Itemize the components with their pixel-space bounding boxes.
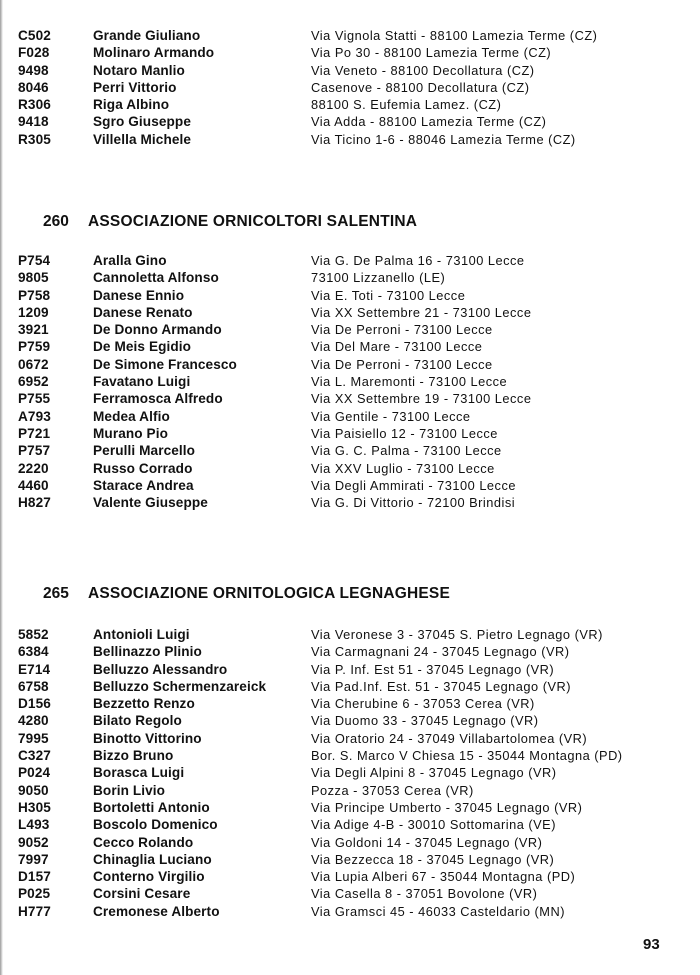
member-code: L493 — [18, 817, 50, 833]
member-code: D157 — [18, 869, 51, 885]
member-row — [0, 799, 700, 816]
member-address: Via Gramsci 45 - 46033 Casteldario (MN) — [311, 903, 565, 919]
member-address: Via Oratorio 24 - 37049 Villabartolomea (VR) — [311, 730, 588, 746]
section-heading — [0, 583, 700, 605]
member-row — [0, 730, 700, 747]
member-row — [0, 477, 700, 494]
member-code: 3921 — [18, 322, 49, 338]
member-row — [0, 408, 700, 425]
member-name: Bilato Regolo — [93, 713, 182, 729]
member-code: P024 — [18, 765, 51, 781]
member-row — [0, 131, 700, 148]
member-name: Sgro Giuseppe — [93, 114, 191, 130]
member-address: Via Veronese 3 - 37045 S. Pietro Legnago (VR) — [311, 627, 603, 642]
member-name: De Meis Egidio — [93, 339, 192, 355]
member-code: 9050 — [18, 782, 49, 798]
member-code: 9498 — [18, 62, 49, 78]
member-row — [0, 27, 700, 44]
member-name: Perri Vittorio — [93, 79, 177, 95]
member-code: 9052 — [18, 834, 49, 850]
member-code: C502 — [18, 28, 51, 43]
member-code: H305 — [18, 799, 51, 815]
member-address: Via Adda - 88100 Lamezia Terme (CZ) — [311, 114, 547, 130]
member-name: Conterno Virgilio — [93, 869, 205, 885]
member-name: Antonioli Luigi — [93, 627, 190, 642]
member-row — [0, 834, 700, 851]
member-address: Via Adige 4-B - 30010 Sottomarina (VE) — [311, 817, 556, 833]
member-row — [0, 782, 700, 799]
member-row — [0, 903, 700, 920]
member-code: A793 — [18, 408, 51, 424]
member-name: Bizzo Bruno — [93, 748, 174, 764]
member-code: 9418 — [18, 114, 49, 130]
member-address: Via Carmagnani 24 - 37045 Legnago (VR) — [311, 644, 570, 660]
member-address: Via Principe Umberto - 37045 Legnago (VR) — [311, 799, 583, 815]
member-name: Perulli Marcello — [93, 443, 196, 459]
section-number: 265 — [43, 585, 69, 602]
member-address: Via Vignola Statti - 88100 Lamezia Terme (CZ) — [311, 28, 598, 43]
member-row — [0, 851, 700, 868]
member-row — [0, 695, 700, 712]
member-name: Molinaro Armando — [93, 45, 215, 61]
member-code: E714 — [18, 661, 51, 677]
member-code: 6952 — [18, 374, 49, 390]
member-name: Starace Andrea — [93, 477, 194, 493]
member-address: Via De Perroni - 73100 Lecce — [311, 356, 493, 372]
member-code: F028 — [18, 45, 50, 61]
member-name: Chinaglia Luciano — [93, 851, 212, 867]
member-address: Via G. Di Vittorio - 72100 Brindisi — [311, 495, 516, 511]
member-name: De Simone Francesco — [93, 356, 237, 372]
member-address: Via XX Settembre 19 - 73100 Lecce — [311, 391, 532, 407]
member-row — [0, 712, 700, 729]
member-name: Corsini Cesare — [93, 886, 191, 902]
member-code: 8046 — [18, 79, 49, 95]
member-code: P755 — [18, 391, 51, 407]
member-address: Via Degli Ammirati - 73100 Lecce — [311, 477, 516, 493]
member-row — [0, 643, 700, 660]
member-address: Via Degli Alpini 8 - 37045 Legnago (VR) — [311, 765, 557, 781]
member-address: Via L. Maremonti - 73100 Lecce — [311, 374, 508, 390]
section-number: 260 — [43, 213, 69, 230]
member-row — [0, 321, 700, 338]
member-address: Via XXV Luglio - 73100 Lecce — [311, 460, 495, 476]
member-name: Notaro Manlio — [93, 62, 185, 78]
member-name: Bezzetto Renzo — [93, 696, 195, 712]
member-code: C327 — [18, 748, 51, 764]
section-title: ASSOCIAZIONE ORNICOLTORI SALENTINA — [88, 213, 418, 230]
member-name: Danese Ennio — [93, 287, 185, 303]
member-row — [0, 252, 700, 269]
member-code: D156 — [18, 696, 51, 712]
member-code: 6384 — [18, 644, 49, 660]
member-name: Aralla Gino — [93, 253, 167, 268]
member-name: Borasca Luigi — [93, 765, 185, 781]
member-address: Via Pad.Inf. Est. 51 - 37045 Legnago (VR) — [311, 678, 572, 694]
member-code: 5852 — [18, 627, 49, 642]
member-name: Belluzzo Schermenzareick — [93, 678, 267, 694]
member-row — [0, 356, 700, 373]
member-address: Via Cherubine 6 - 37053 Cerea (VR) — [311, 696, 535, 712]
member-name: Villella Michele — [93, 131, 192, 147]
member-code: 4280 — [18, 713, 49, 729]
member-row — [0, 79, 700, 96]
member-address: 88100 S. Eufemia Lamez. (CZ) — [311, 97, 502, 113]
member-code: R305 — [18, 131, 51, 147]
member-name: Favatano Luigi — [93, 374, 191, 390]
member-row — [0, 885, 700, 902]
member-address: Via De Perroni - 73100 Lecce — [311, 322, 493, 338]
member-address: Via G. De Palma 16 - 73100 Lecce — [311, 253, 525, 268]
section-title: ASSOCIAZIONE ORNITOLOGICA LEGNAGHESE — [88, 585, 451, 602]
member-address: Casenove - 88100 Decollatura (CZ) — [311, 79, 530, 95]
member-address: Via Gentile - 73100 Lecce — [311, 408, 471, 424]
member-name: Ferramosca Alfredo — [93, 391, 223, 407]
member-address: Via Casella 8 - 37051 Bovolone (VR) — [311, 886, 538, 902]
member-name: Cremonese Alberto — [93, 903, 220, 919]
member-list — [0, 252, 700, 511]
member-row — [0, 96, 700, 113]
member-address: Via Veneto - 88100 Decollatura (CZ) — [311, 62, 535, 78]
section-heading — [0, 211, 700, 233]
member-name: Bellinazzo Plinio — [93, 644, 202, 660]
member-row — [0, 868, 700, 885]
member-code: R306 — [18, 97, 51, 113]
member-code: H827 — [18, 495, 51, 511]
member-address: Via Ticino 1-6 - 88046 Lamezia Terme (CZ) — [311, 131, 576, 147]
member-address: Bor. S. Marco V Chiesa 15 - 35044 Montagna (PD) — [311, 748, 623, 764]
member-row — [0, 62, 700, 79]
member-row — [0, 113, 700, 130]
member-address: Via Duomo 33 - 37045 Legnago (VR) — [311, 713, 539, 729]
member-row — [0, 816, 700, 833]
member-code: 4460 — [18, 477, 49, 493]
member-name: De Donno Armando — [93, 322, 222, 338]
member-address: Via G. C. Palma - 73100 Lecce — [311, 443, 502, 459]
member-row — [0, 747, 700, 764]
member-address: 73100 Lizzanello (LE) — [311, 270, 446, 286]
member-address: Via Bezzecca 18 - 37045 Legnago (VR) — [311, 851, 555, 867]
member-name: Murano Pio — [93, 425, 169, 441]
member-address: Via P. Inf. Est 51 - 37045 Legnago (VR) — [311, 661, 555, 677]
member-name: Boscolo Domenico — [93, 817, 218, 833]
member-row — [0, 442, 700, 459]
member-row — [0, 425, 700, 442]
member-address: Via E. Toti - 73100 Lecce — [311, 287, 466, 303]
member-name: Medea Alfio — [93, 408, 170, 424]
member-code: 2220 — [18, 460, 49, 476]
member-row — [0, 460, 700, 477]
member-name: Russo Corrado — [93, 460, 193, 476]
member-row — [0, 44, 700, 61]
member-row — [0, 678, 700, 695]
member-row — [0, 764, 700, 781]
member-row — [0, 338, 700, 355]
member-code: P759 — [18, 339, 51, 355]
member-address: Via XX Settembre 21 - 73100 Lecce — [311, 304, 532, 320]
member-name: Valente Giuseppe — [93, 495, 208, 511]
member-name: Binotto Vittorino — [93, 730, 202, 746]
member-code: P721 — [18, 425, 51, 441]
member-code: H777 — [18, 903, 51, 919]
member-row — [0, 626, 700, 643]
member-row — [0, 494, 700, 511]
member-address: Pozza - 37053 Cerea (VR) — [311, 782, 474, 798]
member-address: Via Goldoni 14 - 37045 Legnago (VR) — [311, 834, 543, 850]
member-code: 6758 — [18, 678, 49, 694]
page-number: 93 — [643, 936, 660, 953]
member-code: 0672 — [18, 356, 49, 372]
member-code: 1209 — [18, 304, 49, 320]
member-name: Grande Giuliano — [93, 28, 201, 43]
member-row — [0, 304, 700, 321]
member-name: Cecco Rolando — [93, 834, 194, 850]
member-name: Borin Livio — [93, 782, 166, 798]
member-name: Riga Albino — [93, 97, 170, 113]
member-row — [0, 287, 700, 304]
member-name: Bortoletti Antonio — [93, 799, 210, 815]
member-code: 9805 — [18, 270, 49, 286]
member-code: P754 — [18, 253, 51, 268]
member-code: P757 — [18, 443, 51, 459]
member-row — [0, 390, 700, 407]
member-code: P025 — [18, 886, 51, 902]
member-address: Via Del Mare - 73100 Lecce — [311, 339, 483, 355]
member-code: 7995 — [18, 730, 49, 746]
member-name: Cannoletta Alfonso — [93, 270, 219, 286]
continued-member-list — [0, 27, 700, 148]
member-row — [0, 373, 700, 390]
member-code: P758 — [18, 287, 51, 303]
member-address: Via Po 30 - 88100 Lamezia Terme (CZ) — [311, 45, 552, 61]
member-name: Belluzzo Alessandro — [93, 661, 228, 677]
member-name: Danese Renato — [93, 304, 193, 320]
member-address: Via Lupia Alberi 67 - 35044 Montagna (PD) — [311, 869, 576, 885]
member-address: Via Paisiello 12 - 73100 Lecce — [311, 425, 498, 441]
member-row — [0, 269, 700, 286]
member-list — [0, 626, 700, 920]
member-code: 7997 — [18, 851, 49, 867]
member-row — [0, 661, 700, 678]
